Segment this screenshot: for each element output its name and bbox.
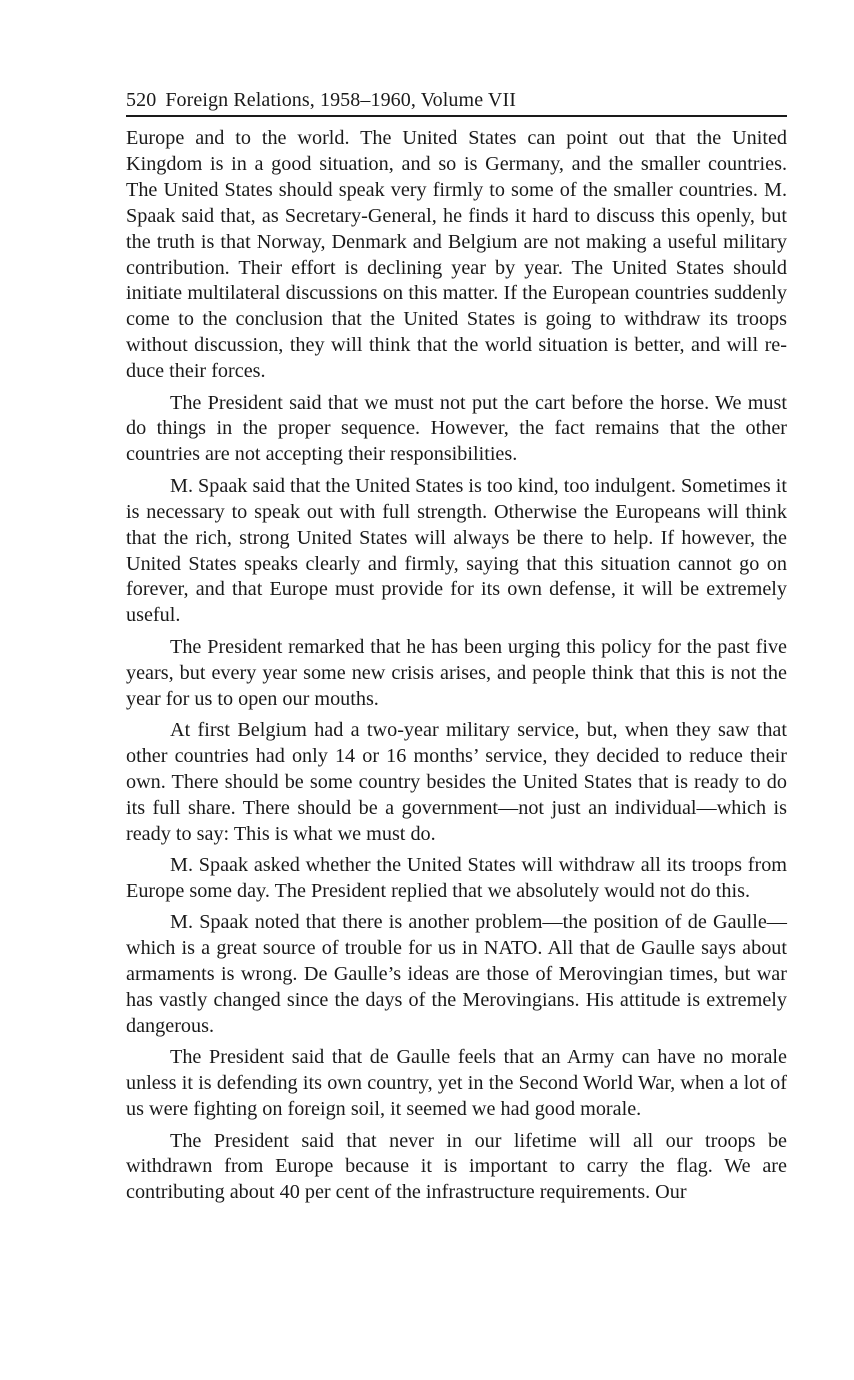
- paragraph-de-gaulle: M. Spaak noted that there is another problem—the position of de Gaulle—which is a great source of trouble for us in NATO. All that de Gaulle says about armaments is wrong. De Gaulle’s ideas are those of Merovingian times, but war has vastly changed since the days of the Merovingians. His attitude is extremely dangerous.: [126, 911, 787, 1037]
- document-page: [126, 86, 787, 1212]
- running-head: [126, 86, 787, 117]
- paragraph-five-years: The President remarked that he has been urging this policy for the past five years, but every year some new crisis arises, and people think that this is not the year for us to open our mouths.: [126, 635, 787, 710]
- page-number: 520: [126, 89, 157, 111]
- paragraph-continued: Europe and to the world. The United States can point out that the United Kingdom is in a good situation, and so is Germany, and the smaller countries. The United States should speak very firmly to some of the smaller countries. M. Spaak said that, as Secretary-General, he finds it hard to discuss this openly, but the truth is that Norway, Denmark and Belgium are not making a useful military contribution. Their effort is declining year by year. The United States should initiate multilateral discussions on this matter. If the European countries suddenly come to the conclusion that the United States is going to withdraw its troops without discussion, they will think that the world situation is better, and will reduce their forces.: [126, 127, 787, 383]
- body-text: [126, 126, 787, 1206]
- paragraph-withdraw-troops: M. Spaak asked whether the United States will withdraw all its troops from Europe some day. The President replied that we absolutely would not do this.: [126, 853, 787, 902]
- paragraph-belgium-service: At first Belgium had a two-year military service, but, when they saw that other countries had only 14 or 16 months’ service, they decided to reduce their own. There should be some country besides the United States that is ready to do its full share. There should be a government—not just an individual—which is ready to say: This is what we must do.: [126, 718, 787, 845]
- paragraph-too-kind: M. Spaak said that the United States is too kind, too indulgent. Sometimes it is necessary to speak out with full strength. Otherwise the Europeans will think that the rich, strong United States will always be there to help. If however, the United States speaks clearly and firmly, saying that this situation cannot go on forever, and that Europe must provide for its own defense, it will be extremely useful.: [126, 474, 787, 627]
- paragraph-carry-the-flag: The President said that never in our lifetime will all our troops be withdrawn from Europe because it is important to carry the flag. We are contributing about 40 per cent of the infrastructure requirements. Our: [126, 1129, 787, 1204]
- volume-title: Foreign Relations, 1958–1960, Volume VII: [165, 89, 516, 111]
- paragraph-morale: The President said that de Gaulle feels that an Army can have no morale unless it is defending its own country, yet in the Second World War, when a lot of us were fighting on foreign soil, it seemed we had good morale.: [126, 1046, 787, 1121]
- paragraph-cart-before-horse: The President said that we must not put the cart before the horse. We must do things in the proper sequence. However, the fact remains that the other countries are not accepting their responsibilities.: [126, 391, 787, 466]
